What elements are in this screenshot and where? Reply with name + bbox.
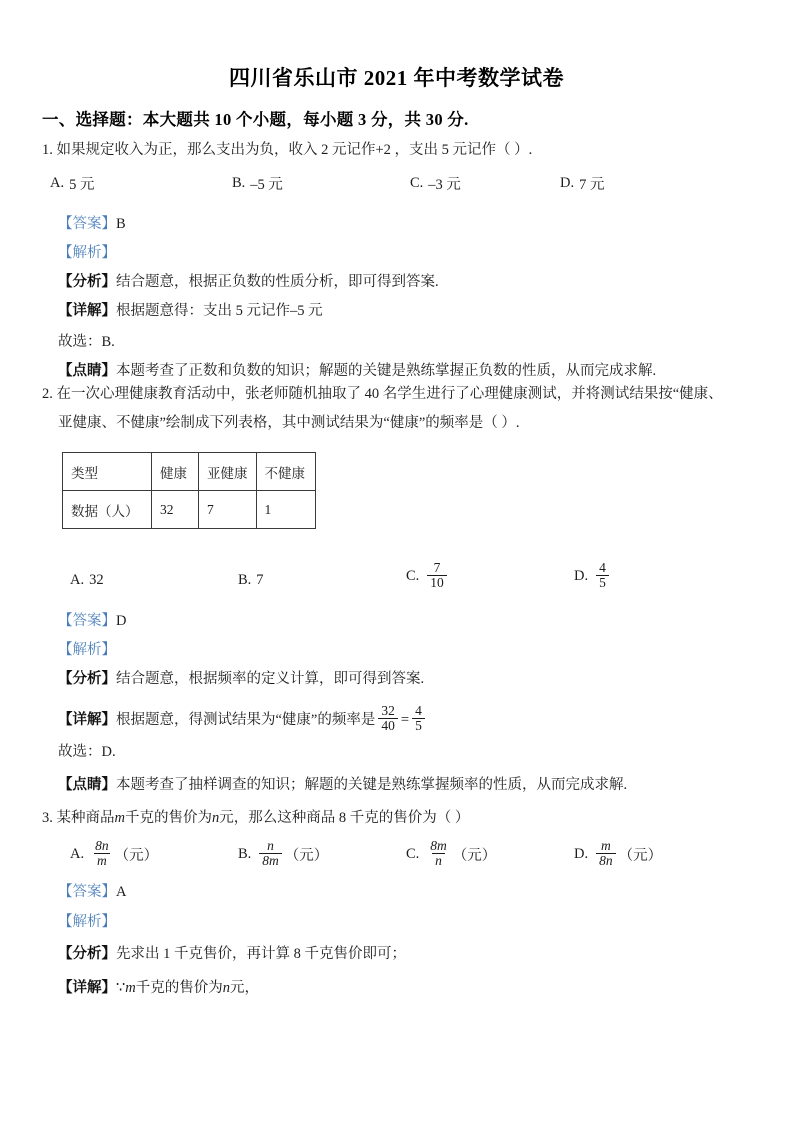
option-3-c-fraction: [427, 839, 450, 868]
question-2-answer-value: D: [116, 613, 127, 629]
question-3-xiangjie-line: [58, 979, 259, 997]
question-1-stem: [42, 141, 532, 159]
question-3-fenxi-line: [58, 945, 406, 963]
fenxi-label: 【分析】: [58, 671, 116, 687]
option-1-c[interactable]: [410, 173, 461, 194]
question-3-variable-n: n: [211, 810, 220, 826]
option-1-d-text: 7 元: [579, 177, 605, 193]
table-row-header: [63, 453, 316, 491]
xiangjie-label: 【详解】: [58, 303, 116, 319]
option-2-c-denominator: 10: [427, 575, 447, 590]
option-2-a-text: 32: [89, 572, 104, 588]
question-2-dianjing-line: [58, 776, 627, 794]
question-1-conclusion-value: B.: [101, 334, 115, 350]
question-2-equals-sign: =: [400, 711, 410, 728]
question-1-xiangjie-line: [58, 302, 323, 320]
question-2-analysis-label: 【解析】: [58, 642, 116, 658]
option-2-d-tag: D.: [574, 568, 589, 585]
page-title: 四川省乐山市 2021 年中考数学试卷: [229, 66, 564, 90]
question-2-stem-line-2: 亚健康、不健康”绘制成下列表格，其中测试结果为“健康”的频率是（ ）.: [58, 415, 520, 431]
option-3-c-tag: C.: [406, 846, 420, 863]
option-2-c-numerator: 7: [433, 560, 441, 575]
question-2-conclusion-line: [58, 743, 116, 761]
table-header-unhealthy: 不健康: [256, 453, 315, 491]
question-1-dianjing-line: [58, 362, 656, 380]
because-symbol: ∵: [116, 980, 126, 996]
option-3-d-fraction: [596, 839, 616, 868]
option-3-d-denominator: 8n: [596, 853, 616, 868]
option-3-a[interactable]: [70, 840, 158, 869]
question-2-answer-line: [58, 612, 126, 630]
option-3-a-numerator: 8n: [95, 838, 109, 853]
option-3-c[interactable]: [406, 840, 496, 869]
option-1-b-text: –5 元: [250, 177, 283, 193]
question-3-analysis-label: 【解析】: [58, 914, 116, 930]
option-2-b-tag: B.: [238, 572, 252, 588]
question-2-xiangjie-prefix: 根据题意，得测试结果为“健康”的频率是: [116, 711, 376, 728]
option-1-b[interactable]: [232, 173, 283, 194]
option-2-d-fraction: [596, 561, 609, 590]
question-2-conclusion-value: D.: [101, 744, 116, 760]
option-3-c-denominator: n: [432, 853, 445, 868]
question-2-fraction-right-denominator: 5: [412, 718, 425, 733]
option-1-c-tag: C.: [410, 175, 424, 191]
section-heading: 一、选择题：本大题共 10 个小题，每小题 3 分，共 30 分.: [42, 110, 469, 129]
table-cell-healthy: 32: [152, 491, 199, 529]
question-2-fraction-right: [412, 704, 425, 733]
option-1-a-text: 5 元: [69, 177, 95, 193]
option-2-d[interactable]: [574, 562, 612, 591]
question-3-xiangjie-variable-m: m: [125, 980, 136, 996]
question-2-fraction-right-numerator: 4: [415, 703, 422, 718]
option-3-c-unit: （元）: [452, 848, 497, 865]
option-2-c-tag: C.: [406, 568, 420, 585]
option-3-b-denominator: 8m: [259, 853, 282, 868]
xiangjie-label: 【详解】: [58, 711, 116, 728]
option-3-d[interactable]: [574, 840, 662, 869]
option-3-b-unit: （元）: [284, 848, 329, 865]
question-3-number: 3.: [42, 810, 53, 826]
question-2-xiangjie-line: [58, 705, 428, 734]
option-1-a-tag: A.: [50, 175, 65, 191]
question-3-answer-line: [58, 883, 126, 901]
option-1-d[interactable]: [560, 173, 604, 194]
fenxi-label: 【分析】: [58, 946, 116, 962]
option-2-b[interactable]: [238, 572, 264, 589]
option-3-b-numerator: n: [267, 838, 274, 853]
option-3-b[interactable]: [238, 840, 328, 869]
question-1-answer-line: [58, 215, 126, 233]
question-1-dianjing-text: 本题考查了正数和负数的知识；解题的关键是熟练掌握正负数的性质，从而完成求解.: [116, 363, 657, 379]
question-3-answer-value: A: [116, 884, 127, 900]
dianjing-label: 【点睛】: [58, 777, 116, 793]
table-header-type: 类型: [63, 453, 152, 491]
question-1-analysis-label: 【解析】: [58, 245, 116, 261]
guxuan-label: 故选：: [58, 334, 102, 350]
question-3-xiangjie-text-2: 元，: [229, 980, 259, 996]
question-2-fraction-left-numerator: 32: [381, 703, 395, 718]
question-1-fenxi-line: [58, 273, 439, 291]
option-2-d-denominator: 5: [596, 575, 609, 590]
question-3-xiangjie-variable-n: n: [222, 980, 230, 996]
question-3-xiangjie-text-1: 千克的售价为: [135, 980, 223, 996]
table-cell-unhealthy: 1: [256, 491, 315, 529]
answer-label: 【答案】: [58, 884, 116, 900]
option-3-a-tag: A.: [70, 846, 85, 863]
dianjing-label: 【点睛】: [58, 363, 116, 379]
question-2-fraction-left: [378, 704, 398, 733]
table-row: [63, 491, 316, 529]
option-3-d-numerator: m: [600, 838, 611, 853]
question-1-conclusion-line: [58, 333, 115, 351]
question-3-stem: [42, 809, 469, 827]
option-3-d-tag: D.: [574, 846, 589, 863]
option-1-d-tag: D.: [560, 175, 575, 191]
option-3-d-unit: （元）: [618, 848, 663, 865]
question-1-answer-value: B: [116, 216, 126, 232]
question-3-variable-m: m: [114, 810, 125, 826]
option-3-a-fraction: [92, 839, 112, 868]
xiangjie-label: 【详解】: [58, 980, 116, 996]
table-header-healthy: 健康: [152, 453, 199, 491]
question-2-stem-line-1: [42, 385, 723, 403]
question-2-fraction-left-denominator: 40: [378, 718, 398, 733]
question-1-number: 1.: [42, 142, 53, 158]
question-1-fenxi-text: 结合题意，根据正负数的性质分析，即可得到答案.: [116, 274, 439, 290]
option-3-b-fraction: [259, 839, 282, 868]
answer-label: 【答案】: [58, 216, 116, 232]
option-2-c-fraction: [427, 561, 447, 590]
option-3-a-denominator: m: [94, 853, 110, 868]
table-cell-label: 数据（人）: [63, 491, 152, 529]
option-2-a-tag: A.: [70, 572, 85, 588]
question-3-fenxi-text: 先求出 1 千克售价，再计算 8 千克售价即可；: [116, 946, 406, 962]
guxuan-label: 故选：: [58, 744, 102, 760]
question-3-text-part-2: 千克的售价为: [124, 810, 212, 826]
frequency-table: [62, 452, 316, 529]
option-2-d-numerator: 4: [599, 560, 606, 575]
option-1-c-text: –3 元: [428, 177, 461, 193]
fenxi-label: 【分析】: [58, 274, 116, 290]
answer-label: 【答案】: [58, 613, 116, 629]
option-1-b-tag: B.: [232, 175, 246, 191]
question-2-fenxi-text: 结合题意，根据频率的定义计算，即可得到答案.: [116, 671, 425, 687]
option-2-c[interactable]: [406, 562, 450, 591]
question-1-xiangjie-text: 根据题意得：支出 5 元记作–5 元: [116, 303, 323, 319]
table-cell-subhealthy: 7: [199, 491, 257, 529]
question-2-number: 2.: [42, 386, 53, 402]
option-3-c-numerator: 8m: [430, 838, 447, 853]
option-3-b-tag: B.: [238, 846, 252, 863]
question-3-text-part-1: 某种商品: [56, 810, 115, 826]
option-3-a-unit: （元）: [114, 848, 159, 865]
question-2-dianjing-text: 本题考查了抽样调查的知识；解题的关键是熟练掌握频率的性质，从而完成求解.: [116, 777, 628, 793]
question-2-fenxi-line: [58, 670, 424, 688]
option-1-a[interactable]: [50, 173, 94, 194]
option-2-b-text: 7: [256, 572, 264, 588]
table-header-subhealthy: 亚健康: [199, 453, 257, 491]
question-1-text: 如果规定收入为正，那么支出为负，收入 2 元记作+2 ，支出 5 元记作（ ）.: [56, 142, 533, 158]
question-3-text-part-3: 元，那么这种商品 8 千克的售价为（ ）: [219, 810, 470, 826]
option-2-a[interactable]: [70, 572, 104, 589]
question-2-text-1: 在一次心理健康教育活动中，张老师随机抽取了 40 名学生进行了心理健康测试，并将测试结果按“健康、: [56, 386, 723, 402]
